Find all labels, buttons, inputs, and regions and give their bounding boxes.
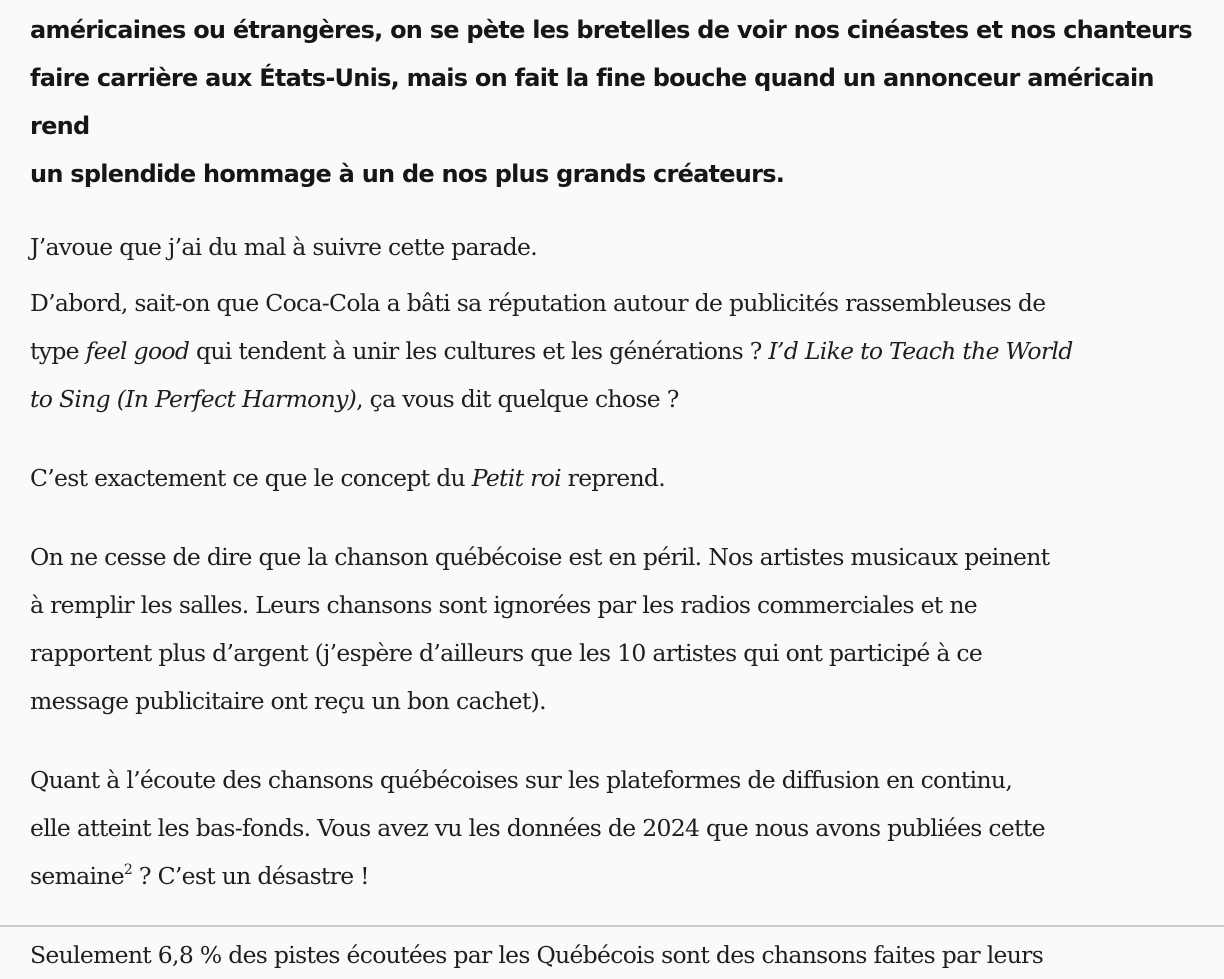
- song-title: I’d Like to Teach the World: [768, 337, 1073, 365]
- paragraph-line: message publicitaire ont reçu un bon cachet).: [30, 687, 546, 715]
- paragraph: [30, 279, 1210, 423]
- paragraph-text: ? C’est un désastre !: [132, 862, 369, 890]
- song-title: to Sing (In Perfect Harmony): [30, 385, 357, 413]
- paragraph-line: Quant à l’écoute des chansons québécoises sur les plateformes de diffusion en continu,: [30, 766, 1013, 794]
- lede-line: américaines ou étrangères, on se pète les bretelles de voir nos cinéastes et nos chanteurs: [30, 16, 1192, 44]
- article-lede: [30, 6, 1210, 198]
- paragraph: J’avoue que j’ai du mal à suivre cette parade.: [30, 233, 538, 261]
- emphasis-text: Petit roi: [471, 464, 561, 492]
- paragraph-line: rapportent plus d’argent (j’espère d’ailleurs que les 10 artistes qui ont participé à ce: [30, 639, 983, 667]
- paragraph-text: , ça vous dit quelque chose ?: [356, 385, 679, 413]
- paragraph: [30, 756, 1210, 900]
- paragraph: [30, 454, 1210, 502]
- paragraph-text: D’abord, sait-on que Coca-Cola a bâti sa réputation autour de publicités rassembleuses de: [30, 289, 1046, 317]
- paragraph-text: semaine: [30, 862, 124, 890]
- paragraph-text: reprend.: [560, 464, 666, 492]
- paragraph: Seulement 6,8 % des pistes écoutées par les Québécois sont des chansons faites par leurs: [30, 941, 1044, 969]
- lede-line: faire carrière aux États-Unis, mais on fait la fine bouche quand un annonceur américain rend: [30, 64, 1154, 140]
- lede-line: un splendide hommage à un de nos plus grands créateurs.: [30, 160, 785, 188]
- paragraph-text: C’est exactement ce que le concept du: [30, 464, 472, 492]
- paragraph-text: qui tendent à unir les cultures et les générations ?: [189, 337, 769, 365]
- paragraph: [30, 533, 1210, 725]
- paragraph-line: à remplir les salles. Leurs chansons sont ignorées par les radios commerciales et ne: [30, 591, 977, 619]
- footnote-ref[interactable]: 2: [123, 862, 133, 878]
- article-body: [30, 6, 1210, 979]
- emphasis-text: feel good: [85, 337, 190, 365]
- paragraph-line: On ne cesse de dire que la chanson québécoise est en péril. Nos artistes musicaux peinent: [30, 543, 1050, 571]
- paragraph-text: type: [30, 337, 86, 365]
- paragraph-line: elle atteint les bas-fonds. Vous avez vu les données de 2024 que nous avons publiées cette: [30, 814, 1045, 842]
